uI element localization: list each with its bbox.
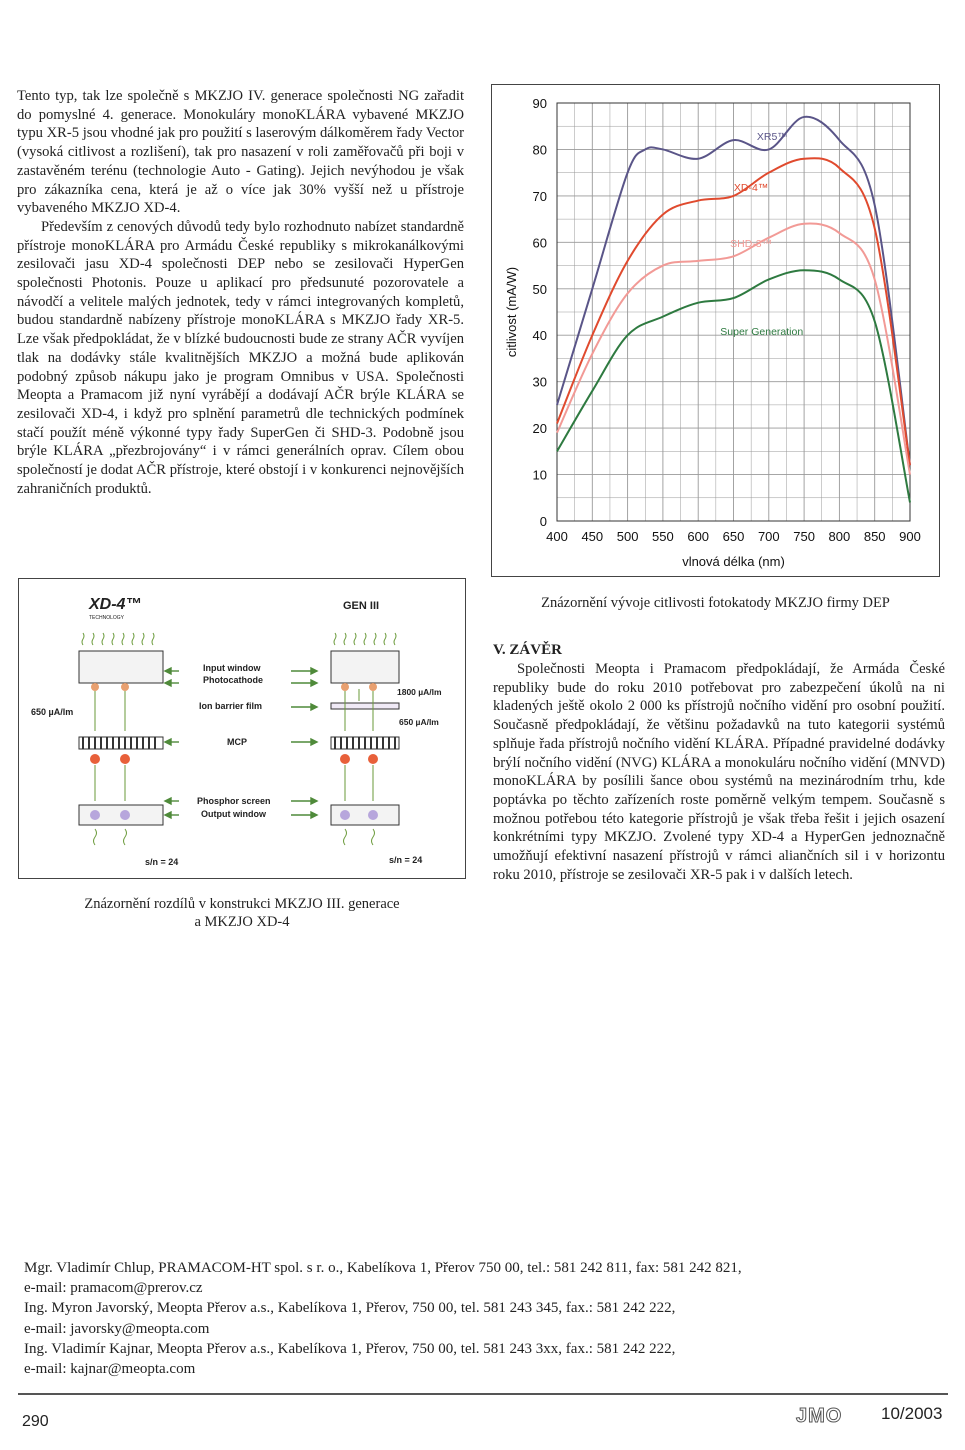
y-tick-label: 40 [532,328,547,344]
tube-construction-diagram [18,578,466,879]
author-list [24,1258,924,1379]
series-label-1: XD-4™ [733,182,769,195]
gen3-sn-label: s/n = 24 [389,855,423,865]
y-axis-label: citlivost (mA/W) [504,266,519,358]
gen3-sensitivity-top-label: 1800 µA/lm [397,687,442,697]
gen3-input-window [331,651,399,683]
x-tick-label: 600 [687,529,710,544]
gen3-photoelectron-1 [341,683,349,691]
label-output-window: Output window [201,809,266,819]
sensitivity-chart-svg [492,85,941,578]
diagram-caption [18,895,466,931]
intro-text-column [17,87,464,498]
label-mcp: MCP [227,737,247,747]
label-input-window: Input window [203,663,261,673]
xd4-photoelectron-2 [121,683,129,691]
diagram-caption-line-1: Znázornění rozdílů v konstrukci MKZJO III. generace [84,896,400,912]
conclusion-text [493,660,945,884]
xd4-input-window [79,651,163,683]
y-tick-label: 10 [532,467,547,483]
label-ion-barrier-film: Ion barrier film [199,701,263,711]
xd4-input-photons [82,633,154,645]
tube-construction-diagram-svg [19,579,467,880]
y-tick-label: 80 [532,142,547,158]
x-tick-label: 700 [757,529,780,544]
gen3-sensitivity-bottom-label: 650 µA/lm [399,717,439,727]
label-photocathode: Photocathode [203,675,263,685]
xd4-electron-cloud-1 [90,754,100,764]
gen3-photoelectron-2 [369,683,377,691]
y-tick-label: 70 [532,188,547,204]
intro-paragraph-1: Tento typ, tak lze společně s MKZJO IV. generace společnosti NG zařadit do pomyslné 4. generace. Monokuláry monoKLÁRA vybavené MKZJO typu XR-5 jsou vhodné jak pro použití s laserovým dálkoměrem řady Vector (vysoká citlivost a rozlišení), tak pro nasazení v roli zaměřovačů při boji v zastavěném terénu (technologie Auto - Gating). Jejich nevýhodou je však pro zákazníka cena, která je až o více jak 30% vyšší než u přístroje vybaveného MKZJO XD-4. [17,88,464,217]
gen3-electron-cloud-1 [340,754,350,764]
xd4-light-spot-1 [90,810,100,820]
gen3-light-spot-2 [368,810,378,820]
x-tick-label: 400 [546,529,568,544]
x-tick-label: 850 [863,529,886,544]
gen3-output-photons [344,829,375,845]
y-tick-label: 20 [532,421,547,437]
gen3-ion-barrier-film [331,703,399,709]
issue-number: 10/2003 [881,1404,943,1423]
x-tick-label: 550 [652,529,674,544]
journal-logo: JMO [796,1405,843,1427]
author-line-3: Ing. Myron Javorský, Meopta Přerov a.s., Kabelíkova 1, Přerov, 750 00, tel. 581 243 345, fax.: 581 242 222, [24,1300,676,1317]
intro-paragraph-2 [17,218,464,499]
series-label-2: SHD-3™ [730,237,773,250]
page-number: 290 [22,1413,49,1430]
x-tick-label: 800 [828,529,851,544]
author-line-5: Ing. Vladimír Kajnar, Meopta Přerov a.s., Kabelíkova 1, Přerov, 750 00, tel. 581 243 3xx, fax.: 581 242 222, [24,1340,676,1357]
series-label-3: Super Generation [720,326,804,339]
xd4-light-spot-2 [120,810,130,820]
x-tick-label: 650 [722,529,745,544]
gen3-input-photons [334,633,396,645]
author-line-1: Mgr. Vladimír Chlup, PRAMACOM-HT spol. s r. o., Kabelíkova 1, Přerov 750 00, tel.: 581 242 811, fax: 581 242 821, [24,1260,742,1276]
xd4-output-photons [94,829,127,845]
series-label-0: XR5™ [756,131,788,144]
author-line-6: e-mail: kajnar@meopta.com [24,1361,196,1378]
y-tick-label: 60 [532,235,547,251]
author-line-2: e-mail: pramacom@prerov.cz [24,1280,203,1297]
gen3-title: GEN III [343,600,380,612]
xd4-logo-text: XD-4™ [89,596,142,613]
y-tick-label: 50 [532,281,547,297]
xd4-sn-label: s/n = 24 [145,857,179,867]
footer-rule [18,1393,948,1395]
x-tick-label: 900 [899,529,921,544]
x-axis-label: vlnová délka (nm) [682,554,785,569]
y-tick-label: 0 [539,514,547,529]
chart-caption: Znázornění vývoje citlivosti fotokatody MKZJO firmy DEP [541,595,890,611]
xd4-mcp [79,737,163,749]
intro-paragraph-2-text: Především z cenových důvodů tedy bylo rozhodnuto nabízet standardně přístroje monoKLÁRA pro Armádu České republiky s mikrokanálkovými zesilovači jasu XD-4 společnosti DEP nebo se zesilovači HyperGen společnosti Photonis. Pouze u aplikací pro předsunuté pozorovatele a návodčí a velitele malých jednotek, tedy v rámci integrovaných kompletů, budou standardně nabízeny přístroje monoKLÁRA s MKZJO řady XR-5. Lze však předpokládat, že v blízké budoucnosti bude ze strany AČR vyvíjen tlak na dodávky stále kvalitnějších MKZJO a možná bude aplikován podobný způsob nákupu jako je program Omnibus v USA. Společnosti Meopta a Pramacom již nyní vyrábějí a dodávají AČR brýle KLÁRA se zesilovači XD-4, i když pro splnění parametrů dle technických podmínek stačí použít méně výkonné typy řady SuperGen či SHD-3. Podobně jsou brýle KLÁRA „přezbrojovány“ i v rámci generálních oprav. Cílem obou společností je dodat AČR přístroje, které obstojí i v konkurenci nejnovějších zahraničních produktů. [17,218,464,497]
xd4-logo-subtitle: TECHNOLOGY [89,615,125,621]
x-tick-label: 450 [581,529,604,544]
gen3-electron-cloud-2 [368,754,378,764]
sensitivity-chart [491,84,940,577]
author-line-4: e-mail: javorsky@meopta.com [24,1320,210,1337]
y-tick-label: 90 [532,96,547,111]
x-tick-label: 750 [793,529,815,544]
label-phosphor-screen: Phosphor screen [197,796,271,806]
xd4-electron-cloud-2 [120,754,130,764]
y-tick-label: 30 [532,374,547,390]
conclusion-paragraph: Společnosti Meopta i Pramacom předpokládají, že Armáda České republiky bude do roku 2010 potřebovat pro zabezpečení úkolů na ni kladených ještě okolo 2 000 ks přístrojů nočního vidění pro osobní použití. Současně předpokládají, že většinu požadavků na tuto kategorii systémů splňuje řada přístrojů nočního vidění KLÁRA. Případné pravidelné dodávky brýlí nočního vidění (NVG) KLÁRA a monokuláru nočního vidění (MNVD) monoKLÁRA by posílili šance obou systémů na mezinárodním trhu, kde poptávka po těchto zařízeních roste poměrně velkým tempem. Současně s možnou potřebou této kategorie přístrojů je však třeba řešit i jejich osazení konkrétními typy MKZJO. Zvolené typy XD-4 a HyperGen jednoznačně umožňují efektivní nasazení přístrojů v rámci aliančních sil i v horizontu roku 2010, přístroje se zesilovači XR-5 pak i v dalších letech. [493,661,945,883]
xd4-photoelectron-1 [91,683,99,691]
conclusion-heading: V. ZÁVĚR [493,642,562,658]
xd4-sensitivity-label: 650 µA/lm [31,707,74,717]
x-tick-label: 500 [616,529,639,544]
diagram-caption-line-2: a MKZJO XD-4 [194,914,290,930]
gen3-light-spot-1 [340,810,350,820]
